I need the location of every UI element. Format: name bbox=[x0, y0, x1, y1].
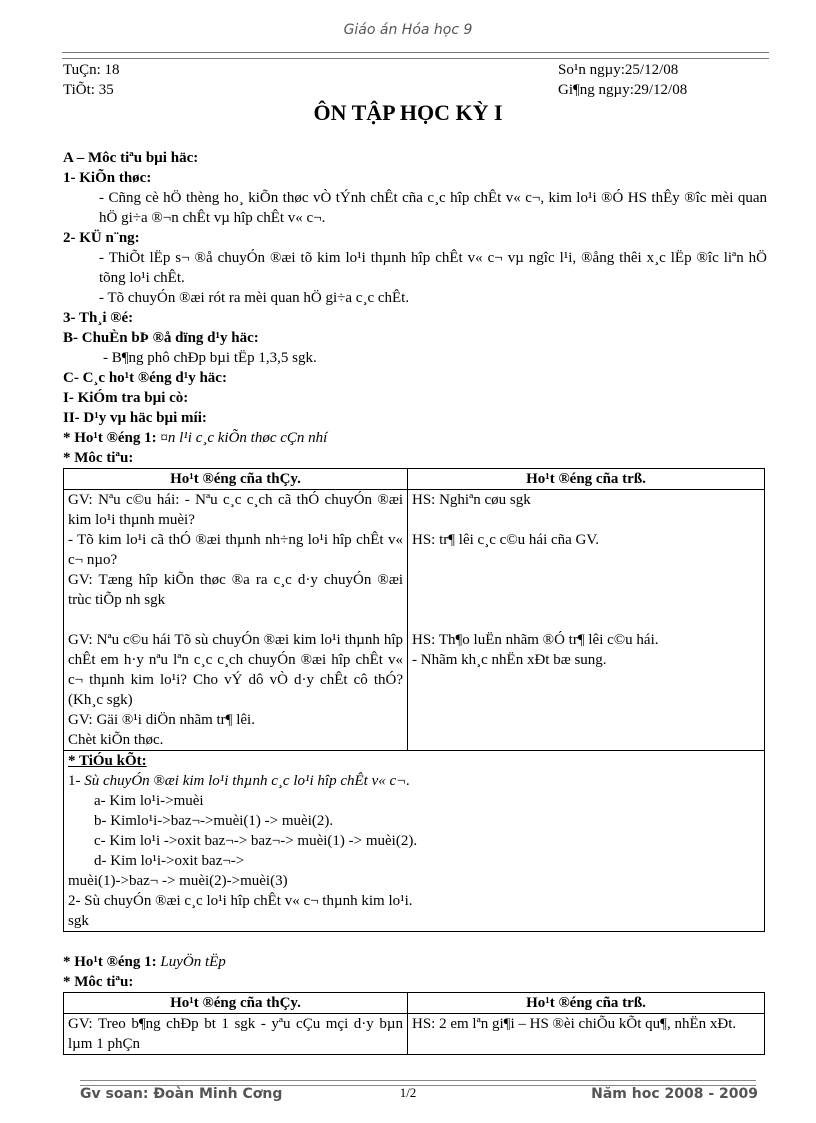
section-b-title: B- ChuÈn bÞ ®å dïng d¹y häc: bbox=[63, 330, 259, 346]
prep-date: So¹n ngµy:25/12/08 bbox=[558, 62, 679, 78]
summary-item-1-text: Sù chuyÓn ®æi kim lo¹i thµnh c¸c lo¹i hîp chÊt v« c¬. bbox=[84, 773, 411, 789]
summary-ref: sgk bbox=[68, 913, 89, 929]
footer-page-number: 1/2 bbox=[399, 1085, 417, 1100]
table-header-row bbox=[64, 469, 765, 490]
header-rule bbox=[62, 52, 769, 59]
activity1-label: * Ho¹t ®éng 1: bbox=[63, 430, 157, 446]
activity2-goal: * Môc tiªu: bbox=[63, 974, 134, 990]
teach-date: Gi¶ng ngµy:29/12/08 bbox=[558, 82, 688, 98]
spacer bbox=[68, 610, 403, 630]
attitude-heading: 3- Th¸i ®é: bbox=[63, 310, 134, 326]
summary-item-1-prefix: 1- bbox=[68, 773, 85, 789]
spacer bbox=[63, 932, 767, 952]
teacher-text: GV: Nªu c©u hái: - Nªu c¸c c¸ch cã thÓ chuyÓn ®æi kim lo¹i thµnh muèi? bbox=[68, 492, 403, 528]
knowledge-text: - Cñng cè hÖ thèng ho¸ kiÕn thøc vÒ tÝnh chÊt cña c¸c hîp chÊt v« c¬, kim lo¹i ®Ó HS thÊy ®îc mèi quan hÖ gi÷a ®¬n chÊt vµ hîp chÊt v« c¬. bbox=[99, 190, 767, 226]
student-cell: HS: 2 em lªn gi¶i – HS ®èi chiÕu kÕt qu¶, nhËn xÐt. bbox=[408, 1014, 765, 1055]
activity2-table bbox=[63, 992, 765, 1055]
summary-line: d- Kim lo¹i->oxit baz¬-> bbox=[94, 853, 245, 869]
teacher-cell bbox=[64, 490, 408, 751]
period-label: TiÕt: 35 bbox=[63, 82, 114, 98]
spacer bbox=[412, 590, 760, 610]
student-cell bbox=[408, 490, 765, 751]
summary-line: b- Kimlo¹i->baz¬->muèi(1) -> muèi(2). bbox=[94, 813, 334, 829]
col-teacher-header: Ho¹t ®éng cña thÇy. bbox=[64, 469, 408, 490]
skills-heading: 2- KÜ n¨ng: bbox=[63, 230, 140, 246]
table-row bbox=[64, 1014, 765, 1055]
activity1-name: ¤n l¹i c¸c kiÕn thøc cÇn nhí bbox=[160, 430, 328, 446]
section-c-title: C- C¸c ho¹t ®éng d¹y häc: bbox=[63, 370, 227, 386]
teacher-text: - Tõ kim lo¹i cã thÓ ®æi thµnh nh÷ng lo¹i hîp chÊt v« c¬ nµo? bbox=[68, 532, 403, 568]
skills-text-2: - Tõ chuyÓn ®æi rót ra mèi quan hÖ gi÷a c¸c chÊt. bbox=[99, 290, 410, 306]
section-ii-title: II- D¹y vµ häc bµi míi: bbox=[63, 410, 207, 426]
activity2-heading bbox=[63, 952, 767, 972]
section-i-title: I- KiÓm tra bµi cò: bbox=[63, 390, 189, 406]
summary-cell bbox=[64, 751, 765, 932]
summary-item-1 bbox=[68, 771, 760, 791]
col-student-header: Ho¹t ®éng cña trß. bbox=[408, 469, 765, 490]
knowledge-heading: 1- KiÕn thøc: bbox=[63, 170, 152, 186]
student-text: HS: tr¶ lêi c¸c c©u hái cña GV. bbox=[412, 532, 600, 548]
footer-author: Gv soan: Đoàn Minh Cơng bbox=[80, 1086, 283, 1102]
activity1-heading bbox=[63, 428, 767, 448]
section-a-title: A – Môc tiªu bµi häc: bbox=[63, 150, 199, 166]
col-student-header: Ho¹t ®éng cña trß. bbox=[408, 993, 765, 1014]
teacher-text: GV: Gäi ®¹i diÖn nhãm tr¶ lêi. Chèt kiÕn thøc. bbox=[68, 712, 255, 748]
student-text: HS: Nghiªn cøu sgk bbox=[412, 492, 531, 508]
teacher-cell: GV: Treo b¶ng chÐp bt 1 sgk - yªu cÇu mçi d·y bµn lµm 1 phÇn bbox=[64, 1014, 408, 1055]
week-label: TuÇn: 18 bbox=[63, 62, 120, 78]
col-teacher-header: Ho¹t ®éng cña thÇy. bbox=[64, 993, 408, 1014]
spacer bbox=[412, 610, 760, 630]
summary-item-2: 2- Sù chuyÓn ®æi c¸c lo¹i hîp chÊt v« c¬ thµnh kim lo¹i. bbox=[68, 893, 413, 909]
document-title: ÔN TẬP HỌC KỲ I bbox=[313, 100, 503, 125]
teacher-text: GV: Nªu c©u hái Tõ sù chuyÓn ®æi kim lo¹i thµnh hîp chÊt em h·y nªu lªn c¸c c¸ch chuyÓn ®æi hîp chÊt v« c¬ thµnh kim lo¹i? Cho vÝ dô vÒ d·y chÊt cô thÓ? (Kh¸c sgk) bbox=[68, 632, 403, 708]
skills-text-1: - ThiÕt lËp s¬ ®å chuyÓn ®æi tõ kim lo¹i thµnh hîp chÊt v« c¬ vµ ngîc l¹i, ®ång thêi x¸c lËp ®îc liªn hÖ tõng lo¹i chÊt. bbox=[99, 250, 767, 286]
table-header-row bbox=[64, 993, 765, 1014]
student-text: HS: Th¶o luËn nhãm ®Ó tr¶ lêi c©u hái. - Nhãm kh¸c nhËn xÐt bæ sung. bbox=[412, 632, 659, 668]
summary-title: * TiÓu kÕt: bbox=[68, 753, 147, 769]
table-row bbox=[64, 490, 765, 751]
teacher-text: GV: Tæng hîp kiÕn thøc ®a ra c¸c d·y chuyÓn ®æi trùc tiÕp nh sgk bbox=[68, 572, 403, 608]
footer-year: Năm hoc 2008 - 2009 bbox=[591, 1086, 758, 1102]
activity1-goal: * Môc tiªu: bbox=[63, 450, 134, 466]
lesson-body bbox=[63, 148, 767, 1055]
activity2-label: * Ho¹t ®éng 1: bbox=[63, 954, 157, 970]
spacer bbox=[412, 510, 760, 530]
summary-line: c- Kim lo¹i ->oxit baz¬-> baz¬-> muèi(1) -> muèi(2). bbox=[94, 833, 418, 849]
summary-row bbox=[64, 751, 765, 932]
activity1-table bbox=[63, 468, 765, 932]
summary-continuation: muèi(1)->baz¬ -> muèi(2)->muèi(3) bbox=[68, 873, 288, 889]
page-header-title: Giáo án Hóa học 9 bbox=[343, 22, 473, 38]
summary-line: a- Kim lo¹i->muèi bbox=[94, 793, 204, 809]
spacer bbox=[412, 550, 760, 570]
activity2-name: LuyÖn tËp bbox=[160, 954, 226, 970]
spacer bbox=[412, 570, 760, 590]
section-b-text: - B¶ng phô chÐp bµi tËp 1,3,5 sgk. bbox=[103, 350, 317, 366]
